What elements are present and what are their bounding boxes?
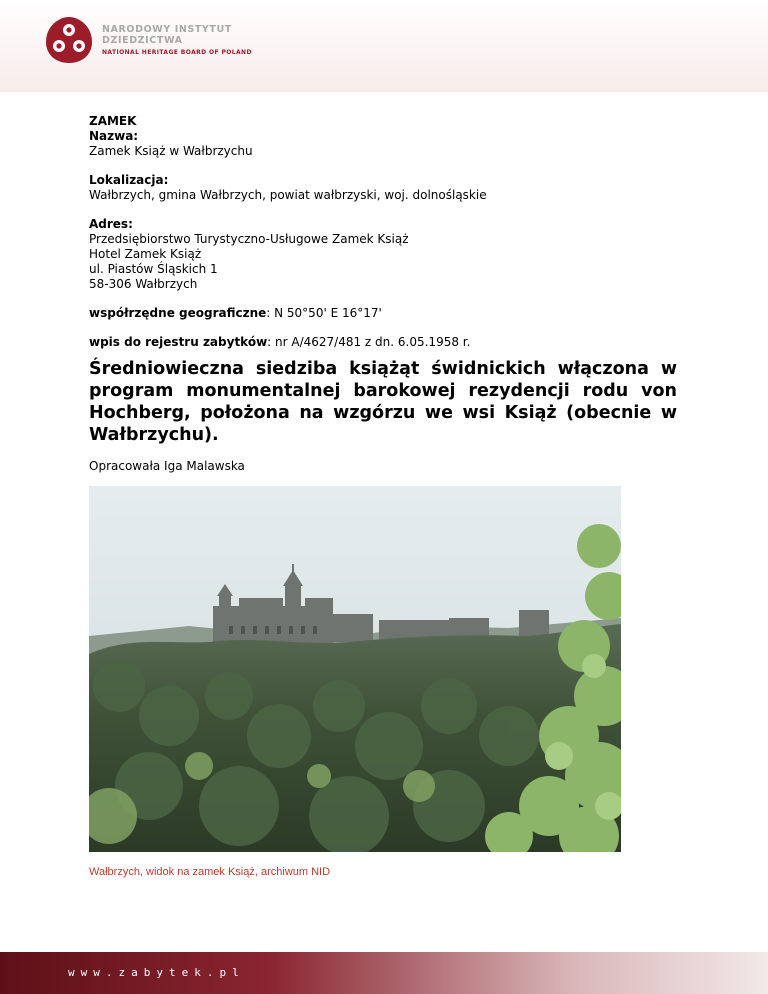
address-label: Adres: bbox=[89, 217, 133, 231]
author-credit: Opracowała Iga Malawska bbox=[89, 459, 245, 473]
org-name-line1: NARODOWY INSTYTUT bbox=[102, 24, 232, 35]
nid-logo-icon bbox=[43, 14, 95, 66]
name-value: Zamek Książ w Wałbrzychu bbox=[89, 144, 253, 158]
org-name-line2: DZIEDZICTWA bbox=[102, 35, 183, 46]
address-line: Przedsiębiorstwo Turystyczno-Usługowe Zamek Książ bbox=[89, 232, 409, 246]
footer-url[interactable]: www.zabytek.pl bbox=[68, 966, 245, 979]
address-line: ul. Piastów Śląskich 1 bbox=[89, 262, 218, 276]
location-label: Lokalizacja: bbox=[89, 173, 169, 187]
org-name bbox=[102, 24, 252, 58]
register-label: wpis do rejestru zabytków bbox=[89, 335, 268, 349]
location-value: Wałbrzych, gmina Wałbrzych, powiat wałbrzyski, woj. dolnośląskie bbox=[89, 188, 487, 202]
document-heading: Średniowieczna siedziba książąt świdnickich włączona w program monumentalnej barokowej rezydencji rodu von Hochberg, położona na wzgórzu we wsi Książ (obecnie w Wałbrzychu). bbox=[89, 359, 677, 445]
coordinates bbox=[89, 306, 677, 321]
footer-band bbox=[0, 952, 768, 994]
register-entry bbox=[89, 335, 677, 350]
castle-photo bbox=[89, 486, 621, 852]
document-metadata bbox=[89, 114, 677, 364]
object-type: ZAMEK bbox=[89, 114, 137, 128]
name-label: Nazwa: bbox=[89, 129, 139, 143]
register-value: : nr A/4627/481 z dn. 6.05.1958 r. bbox=[267, 335, 471, 349]
address-line: Hotel Zamek Książ bbox=[89, 247, 202, 261]
address-line: 58-306 Wałbrzych bbox=[89, 277, 198, 291]
photo-caption: Wałbrzych, widok na zamek Książ, archiwum NID bbox=[89, 866, 331, 878]
coordinates-label: współrzędne geograficzne bbox=[89, 306, 267, 320]
coordinates-value: : N 50°50' E 16°17' bbox=[266, 306, 382, 320]
org-name-english: NATIONAL HERITAGE BOARD OF POLAND bbox=[102, 49, 252, 56]
